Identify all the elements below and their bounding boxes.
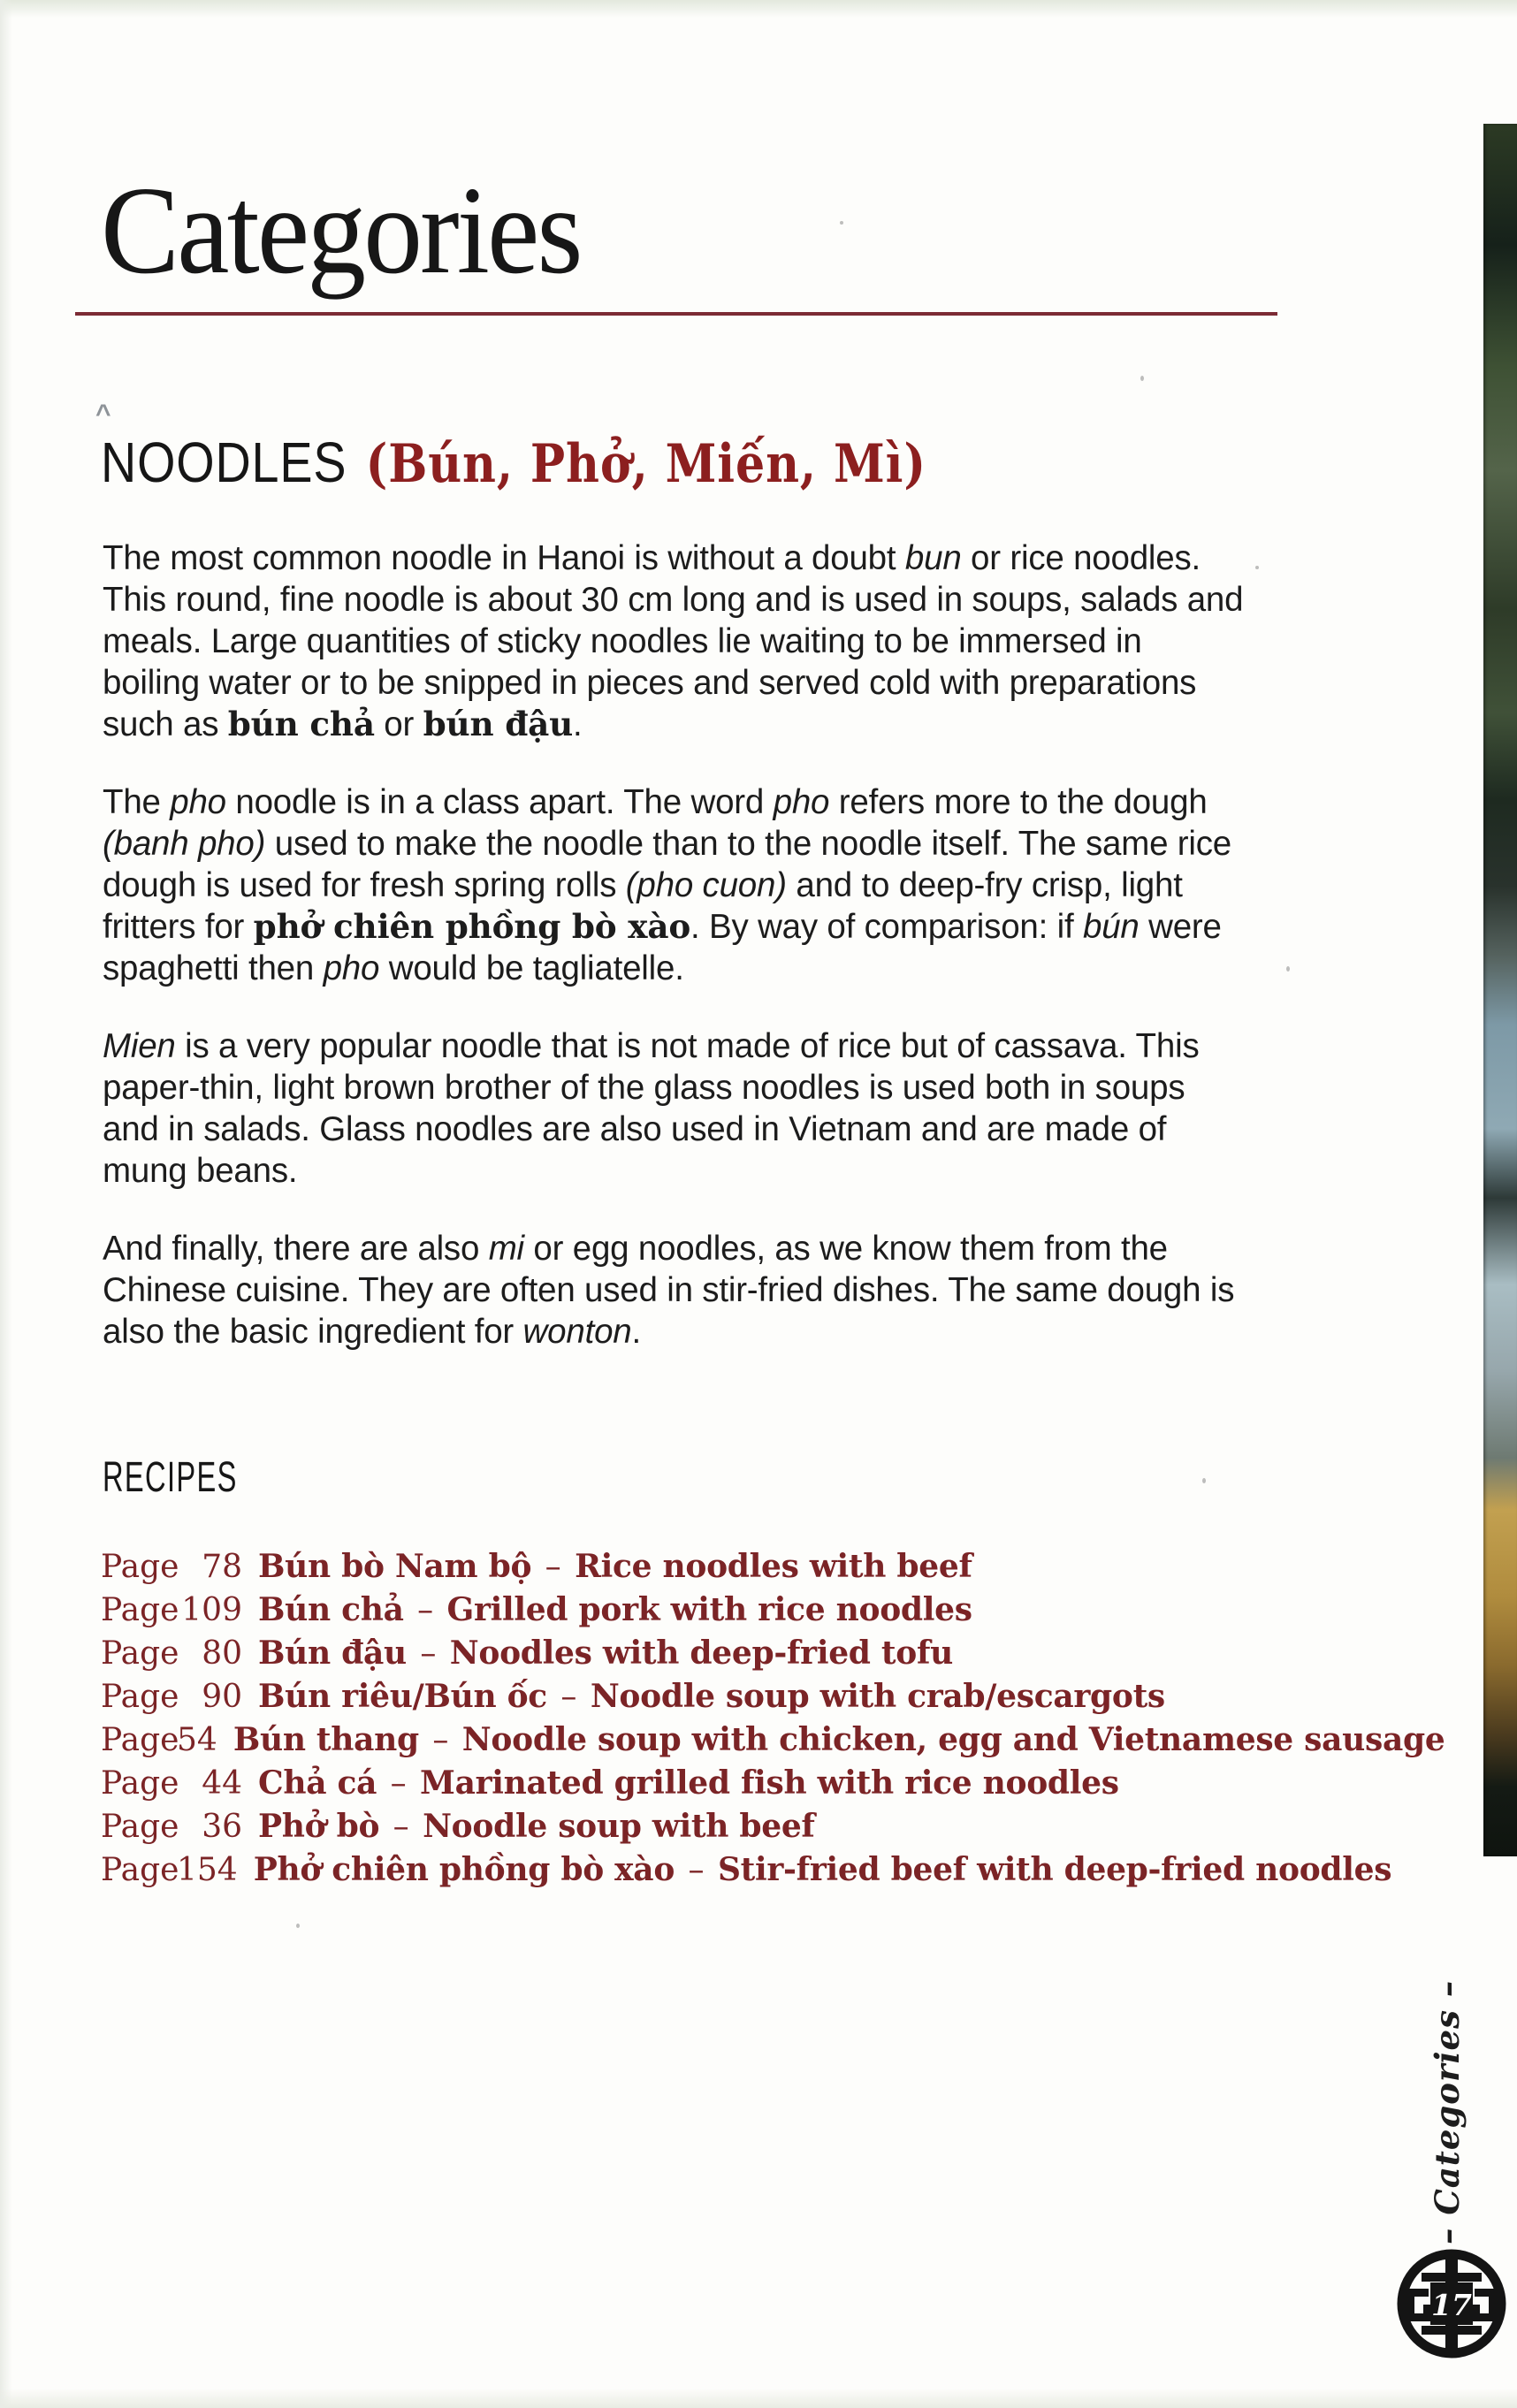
paragraph-pho: The pho noodle is in a class apart. The word pho refers more to the dough (banh pho) used to make the noodle than to the noodle itself. The same rice dough is used for fresh spring rolls (pho cuon) and to deep-fry crisp, light fritters for phở chiên phồng bò xào. By way of comparison: if bún were spaghetti then pho would be tagliatelle. [103, 783, 1232, 987]
recipes-list [101, 1545, 1445, 1892]
page-title: Categories [101, 160, 581, 300]
recipe-separator: – [550, 1679, 587, 1715]
recipe-row [101, 1805, 1356, 1848]
recipe-text [254, 1848, 1392, 1892]
recipe-separator: – [380, 1765, 417, 1802]
recipe-separator: – [535, 1549, 572, 1585]
photo-strip [1483, 124, 1517, 1856]
scan-speck [1255, 566, 1259, 569]
section-heading-paren: (Bún, Phở, Miến, Mì) [365, 433, 926, 495]
scan-edge-left [0, 0, 12, 2408]
recipe-name: Bún đậu [258, 1635, 407, 1672]
recipe-row [101, 1589, 1356, 1632]
recipe-page-label: Page [101, 1592, 179, 1628]
recipe-page-number: 109 [181, 1592, 242, 1628]
recipe-description: Marinated grilled fish with rice noodles [420, 1764, 1119, 1802]
recipe-page-label: Page [101, 1635, 179, 1672]
page-number-medallion [1395, 2247, 1508, 2360]
recipe-text [258, 1545, 972, 1589]
recipe-row [101, 1718, 1445, 1762]
recipe-separator: – [422, 1722, 459, 1758]
recipe-page-number: 36 [202, 1809, 242, 1845]
recipe-name: Chả cá [258, 1764, 377, 1802]
body-column [103, 537, 1248, 1353]
recipe-text [258, 1762, 1119, 1805]
recipe-description: Grilled pork with rice noodles [446, 1591, 972, 1628]
recipe-page-label: Page [101, 1679, 179, 1715]
recipe-separator: – [409, 1635, 446, 1672]
sidebar-vertical-label: – Categories – [1428, 1979, 1467, 2244]
recipe-page-label: Page [101, 1722, 179, 1758]
scan-speck [1202, 1478, 1206, 1483]
recipe-text [258, 1589, 972, 1632]
recipe-page-label: Page [101, 1765, 179, 1802]
recipe-text [258, 1675, 1165, 1718]
recipe-row [101, 1545, 1356, 1589]
recipe-separator: – [407, 1592, 444, 1628]
recipe-page-number: 154 [177, 1852, 238, 1888]
scan-speck [1286, 966, 1290, 972]
recipe-name: Bún bò Nam bộ [258, 1548, 532, 1585]
recipe-text [258, 1632, 953, 1675]
recipe-page-number: 78 [202, 1549, 242, 1585]
recipe-description: Noodle soup with beef [423, 1808, 815, 1845]
recipe-page-number: 54 [177, 1722, 217, 1758]
recipe-page-number: 90 [202, 1679, 242, 1715]
recipe-page-label: Page [101, 1809, 179, 1845]
recipe-name: Phở chiên phồng bò xào [253, 1851, 675, 1888]
title-underline [75, 312, 1277, 316]
recipes-heading: RECIPES [103, 1454, 238, 1501]
recipe-description: Rice noodles with beef [575, 1548, 972, 1585]
recipe-separator: – [678, 1852, 714, 1888]
recipe-name: Phở bò [258, 1808, 380, 1845]
recipe-row [101, 1675, 1356, 1718]
section-heading [101, 430, 926, 495]
recipe-page-number: 80 [202, 1635, 242, 1672]
recipe-row [101, 1632, 1356, 1675]
recipe-name: Bún chả [258, 1591, 404, 1628]
recipe-description: Noodles with deep-fried tofu [449, 1635, 953, 1672]
paragraph-mi: And finally, there are also mi or egg noodles, as we know them from the Chinese cuisine. They are often used in stir-fried dishes. The same dough is also the basic ingredient for wonton. [103, 1230, 1235, 1351]
scan-edge-top [0, 0, 1517, 18]
section-heading-text: NOODLES [101, 431, 347, 494]
scan-speck [840, 221, 843, 225]
recipe-description: Noodle soup with crab/escargots [590, 1678, 1165, 1715]
scan-speck [296, 1924, 300, 1928]
paragraph-mien: Mien is a very popular noodle that is not made of rice but of cassava. This paper-thin, light brown brother of the glass noodles is used both in soups and in salads. Glass noodles are also used in Vietnam and are made of mung beans. [103, 1027, 1200, 1190]
recipe-description: Noodle soup with chicken, egg and Vietnamese sausage [461, 1721, 1445, 1758]
recipe-page-label: Page [101, 1549, 179, 1585]
recipe-text [233, 1718, 1445, 1762]
page-number: 17 [1431, 2288, 1472, 2322]
recipe-page-number: 44 [202, 1765, 242, 1802]
recipe-separator: – [383, 1809, 420, 1845]
paragraph-bun: The most common noodle in Hanoi is without a doubt bun or rice noodles. This round, fine noodle is about 30 cm long and is used in soups, salads and meals. Large quantities of sticky noodles lie waiting to be immersed in boiling water or to be snipped in pieces and served cold with preparations such as bún chả or bún đậu. [103, 539, 1244, 743]
recipe-text [258, 1805, 815, 1848]
recipe-row [101, 1848, 1392, 1892]
recipe-description: Stir-fried beef with deep-fried noodles [717, 1851, 1392, 1888]
recipe-name: Bún riêu/Bún ốc [258, 1678, 547, 1715]
coin-ornament-icon [1395, 2247, 1508, 2360]
scan-caret-artifact: ^ [95, 400, 111, 429]
recipe-row [101, 1762, 1356, 1805]
scan-edge-bottom [0, 2389, 1517, 2408]
scan-speck [1140, 376, 1144, 381]
recipe-name: Bún thang [233, 1721, 419, 1758]
recipe-page-label: Page [101, 1852, 179, 1888]
